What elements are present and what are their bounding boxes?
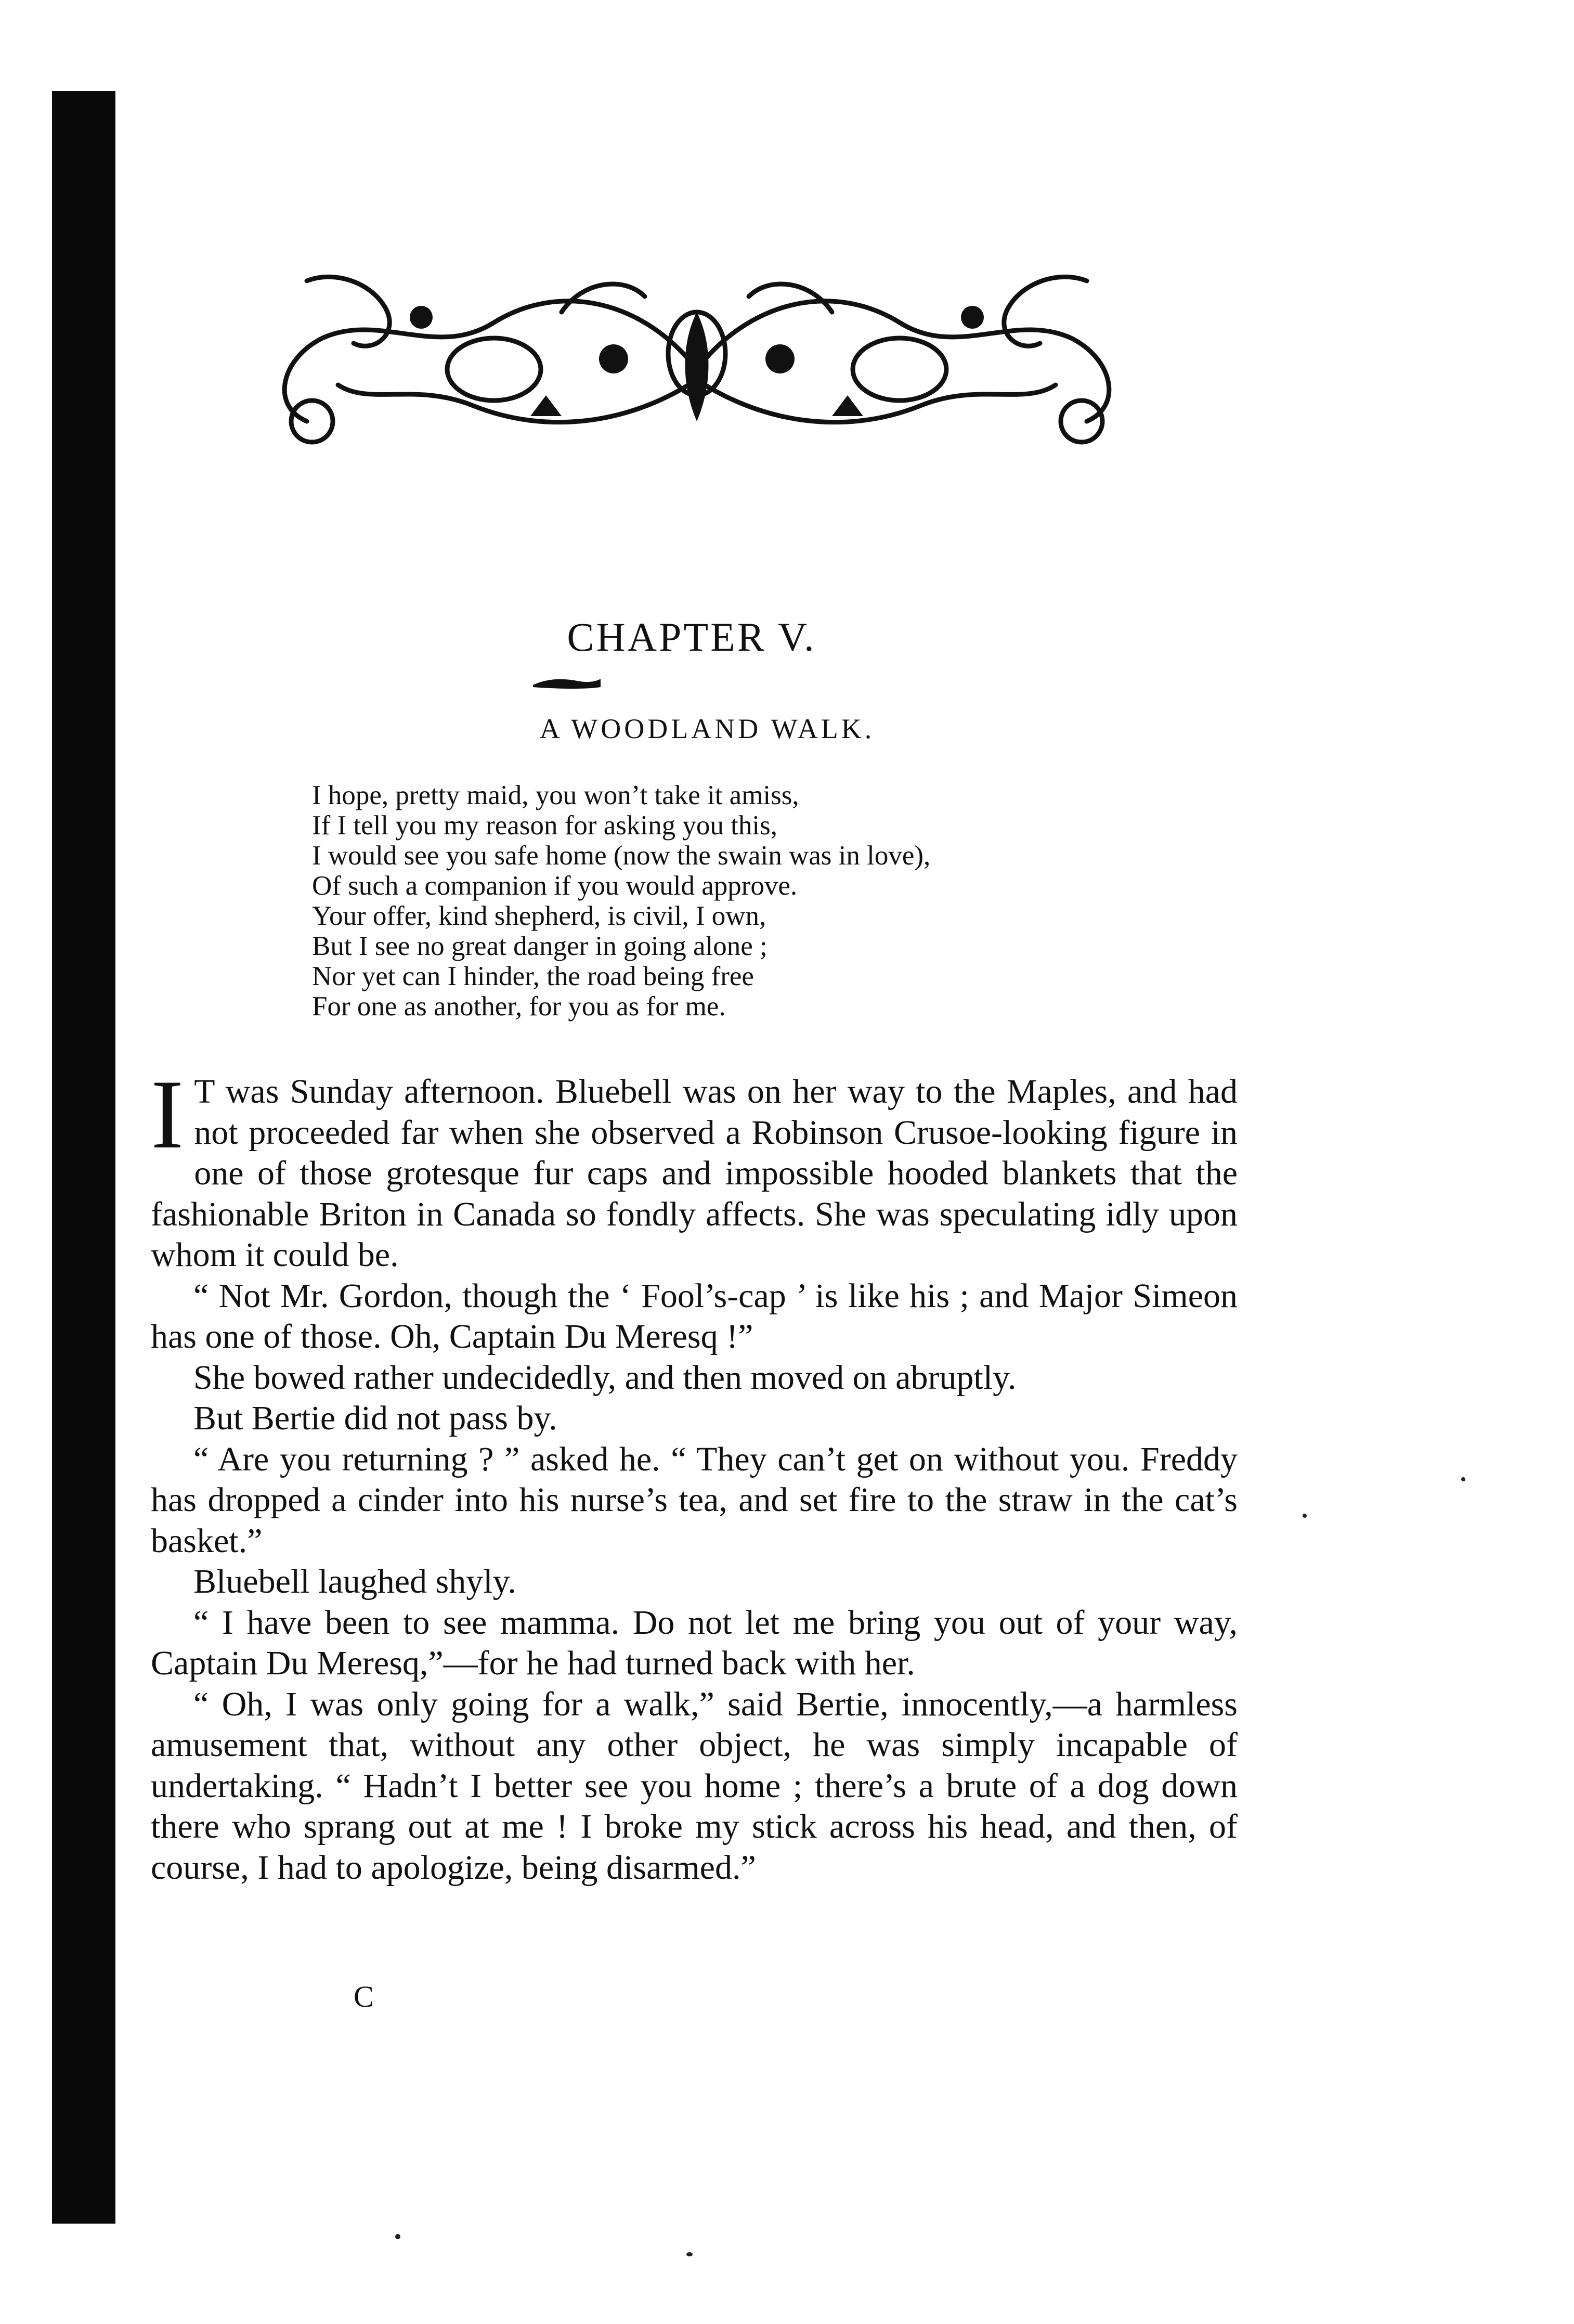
print-speck (686, 2252, 693, 2256)
epigraph-line: For one as another, for you as for me. (312, 991, 726, 1022)
epigraph-line: Of such a companion if you would approve. (312, 871, 798, 901)
epigraph-line: If I tell you my reason for asking you this, (312, 810, 777, 841)
chapter-flourish-ornament (530, 674, 603, 694)
chapter-subtitle: A WOODLAND WALK. (539, 713, 875, 744)
paragraph: “ Not Mr. Gordon, though the ‘ Fool’s-cap ’ is like his ; and Major Simeon has one of those. Oh, Captain Du Meresq !” (151, 1276, 1238, 1355)
binding-edge-shadow (52, 91, 115, 2224)
epigraph-line: But I see no great danger in going alone ; (312, 931, 768, 961)
drop-cap: I (151, 1060, 184, 1169)
paragraph: “ Oh, I was only going for a walk,” said Bertie, innocently,—a harmless amusement that, without any other object, he was simply incapable of undertaking. “ Hadn’t I better see you home ; there’s a brute of a dog down there who sprang out at me ! I broke my stick across his head, and then, of course, I had to apologize, being disarmed.” (151, 1685, 1238, 1887)
paragraph: She bowed rather undecidedly, and then moved on abruptly. (193, 1358, 1017, 1397)
epigraph-line: I would see you safe home (now the swain was in love), (312, 841, 931, 871)
paragraph: Bluebell laughed shyly. (193, 1563, 516, 1600)
print-speck (1303, 1514, 1307, 1518)
epigraph-line: I hope, pretty maid, you won’t take it amiss, (312, 780, 799, 810)
epigraph-line: Nor yet can I hinder, the road being free (312, 961, 754, 991)
paragraph: “ I have been to see mamma. Do not let me bring you out of your way, Captain Du Meresq,”—for he had turned back with her. (151, 1603, 1238, 1682)
epigraph-verse (312, 780, 1196, 1022)
chapter-title: CHAPTER V. (567, 614, 816, 660)
paragraph-text: T was Sunday afternoon. Bluebell was on her way to the Maples, and had not proceeded far when she observed a Robinson Crusoe-looking figure in one of those grotesque fur caps and impossible hooded blankets that the fashionable Briton in Canada so fondly affects. She was speculating idly upon whom it could be. (151, 1073, 1238, 1274)
paragraph: “ Are you returning ? ” asked he. “ They can’t get on without you. Freddy has dropped a cinder into his nurse’s tea, and set fire to the straw in the cat’s basket.” (151, 1440, 1238, 1560)
paragraph: But Bertie did not pass by. (193, 1399, 557, 1437)
paragraph (151, 1060, 1238, 1276)
printer-signature-mark: C (354, 1980, 374, 2013)
print-speck (395, 2234, 400, 2239)
print-speck (1461, 1477, 1465, 1481)
decorative-headpiece-ornament (250, 250, 1144, 458)
chapter-body-text (151, 1060, 1238, 1888)
epigraph-line: Your offer, kind shepherd, is civil, I own, (312, 901, 766, 931)
